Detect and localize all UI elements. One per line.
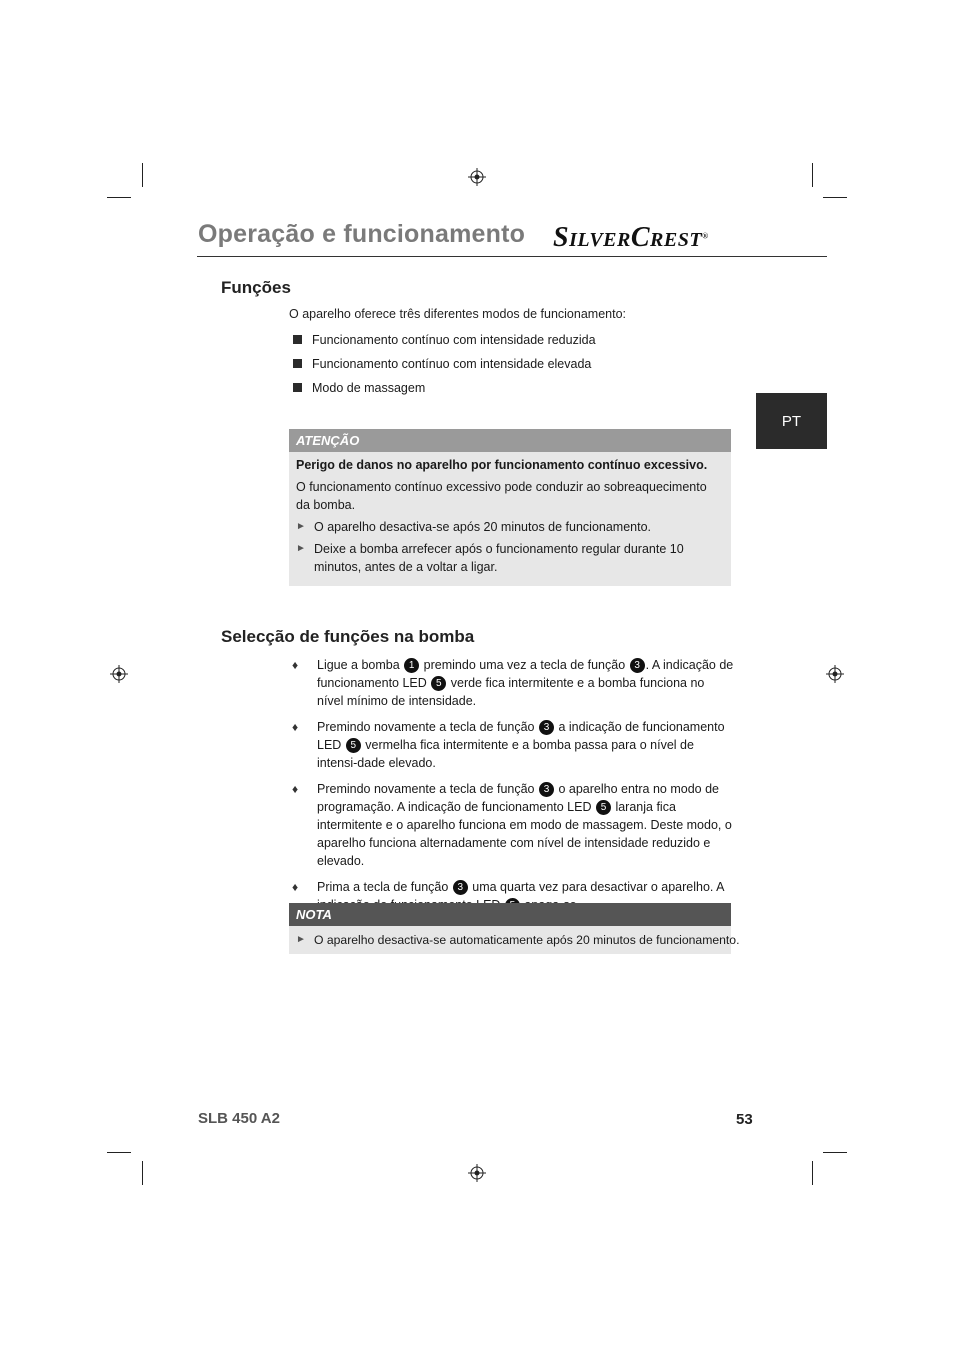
callout-number-icon: 3	[539, 720, 554, 735]
note-label: NOTA	[289, 903, 731, 926]
page-number: 53	[736, 1111, 753, 1128]
section-heading-functions: Funções	[221, 278, 291, 297]
callout-number-icon: 3	[453, 880, 468, 895]
diamond-bullet-icon: ♦	[292, 782, 299, 796]
square-bullet-icon	[293, 383, 302, 392]
crop-mark	[142, 1161, 143, 1185]
list-item: ♦ Prima a tecla de função 3 uma quarta vez para desactivar o aparelho. A	[292, 878, 734, 914]
registration-mark-icon	[468, 168, 486, 186]
diamond-bullet-icon: ♦	[292, 880, 299, 894]
crop-mark	[812, 163, 813, 187]
list-item: ♦ Ligue a bomba 1 premindo uma vez a tecla de função 3 . A indicação de funcionamento LED 5 verde fica intermitente e a bomba funciona no nível mínimo de intensidade.	[292, 658, 734, 708]
arrow-right-icon: ►	[296, 934, 306, 945]
brand-logo: SILVERCREST®	[553, 222, 709, 253]
registration-mark-icon	[468, 1164, 486, 1182]
square-bullet-icon	[293, 335, 302, 344]
callout-number-icon: 5	[346, 738, 361, 753]
arrow-right-icon: ►	[296, 543, 306, 554]
functions-list	[292, 331, 732, 403]
crop-mark	[823, 197, 847, 198]
diamond-bullet-icon: ♦	[292, 658, 299, 672]
list-item: ► O aparelho desactiva-se automaticamente após 20 minutos de funcionamento.	[296, 933, 740, 947]
callout-number-icon: 3	[539, 782, 554, 797]
section-intro: O aparelho oferece três diferentes modos de funcionamento:	[289, 307, 627, 321]
crop-mark	[107, 1152, 131, 1153]
list-item: Funcionamento contínuo com intensidade reduzida	[292, 331, 732, 355]
list-item: Modo de massagem	[292, 379, 732, 403]
diamond-bullet-icon: ♦	[292, 720, 299, 734]
warning-label: ATENÇÃO	[289, 429, 731, 452]
list-item: ► Deixe a bomba arrefecer após o funcionamento regular durante 10 minutos, antes de a voltar a ligar.	[296, 542, 684, 574]
registration-mark-icon	[826, 665, 844, 683]
warning-text: O funcionamento contínuo excessivo pode conduzir ao sobreaquecimento da bomba.	[296, 480, 707, 512]
list-item: Funcionamento contínuo com intensidade elevada	[292, 355, 732, 379]
section-heading-pump-functions: Selecção de funções na bomba	[221, 627, 475, 646]
square-bullet-icon	[293, 359, 302, 368]
header-rule	[197, 256, 827, 257]
crop-mark	[812, 1161, 813, 1185]
crop-mark	[107, 197, 131, 198]
warning-title: Perigo de danos no aparelho por funcionamento contínuo excessivo.	[296, 458, 708, 472]
callout-number-icon: 5	[431, 676, 446, 691]
steps-list	[292, 656, 734, 922]
language-tab: PT	[756, 393, 827, 449]
crop-mark	[142, 163, 143, 187]
footer-model: SLB 450 A2	[198, 1110, 280, 1127]
page-title: Operação e funcionamento	[198, 220, 526, 248]
list-item: ♦ Premindo novamente a tecla de função 3 o aparelho entra no modo de programação. A indicação de funcionamento LED 5 laranja fica intermitente e o aparelho funciona em modo de massagem. Deste modo, o aparelho funciona alternadamente com nível de intensidade reduzido e elevado.	[292, 782, 732, 868]
crop-mark	[823, 1152, 847, 1153]
warning-box	[289, 429, 731, 586]
registration-mark-icon	[110, 665, 128, 683]
callout-number-icon: 3	[630, 658, 645, 673]
callout-number-icon: 5	[596, 800, 611, 815]
note-box	[289, 903, 740, 954]
arrow-right-icon: ►	[296, 521, 306, 532]
list-item: ♦ Premindo novamente a tecla de função 3 a indicação de funcionamento LED 5 vermelha fica intermitente e a bomba passa para o nível de intensi-dade elevado.	[292, 720, 725, 770]
callout-number-icon: 1	[404, 658, 419, 673]
list-item: ► O aparelho desactiva-se após 20 minutos de funcionamento.	[296, 520, 652, 534]
